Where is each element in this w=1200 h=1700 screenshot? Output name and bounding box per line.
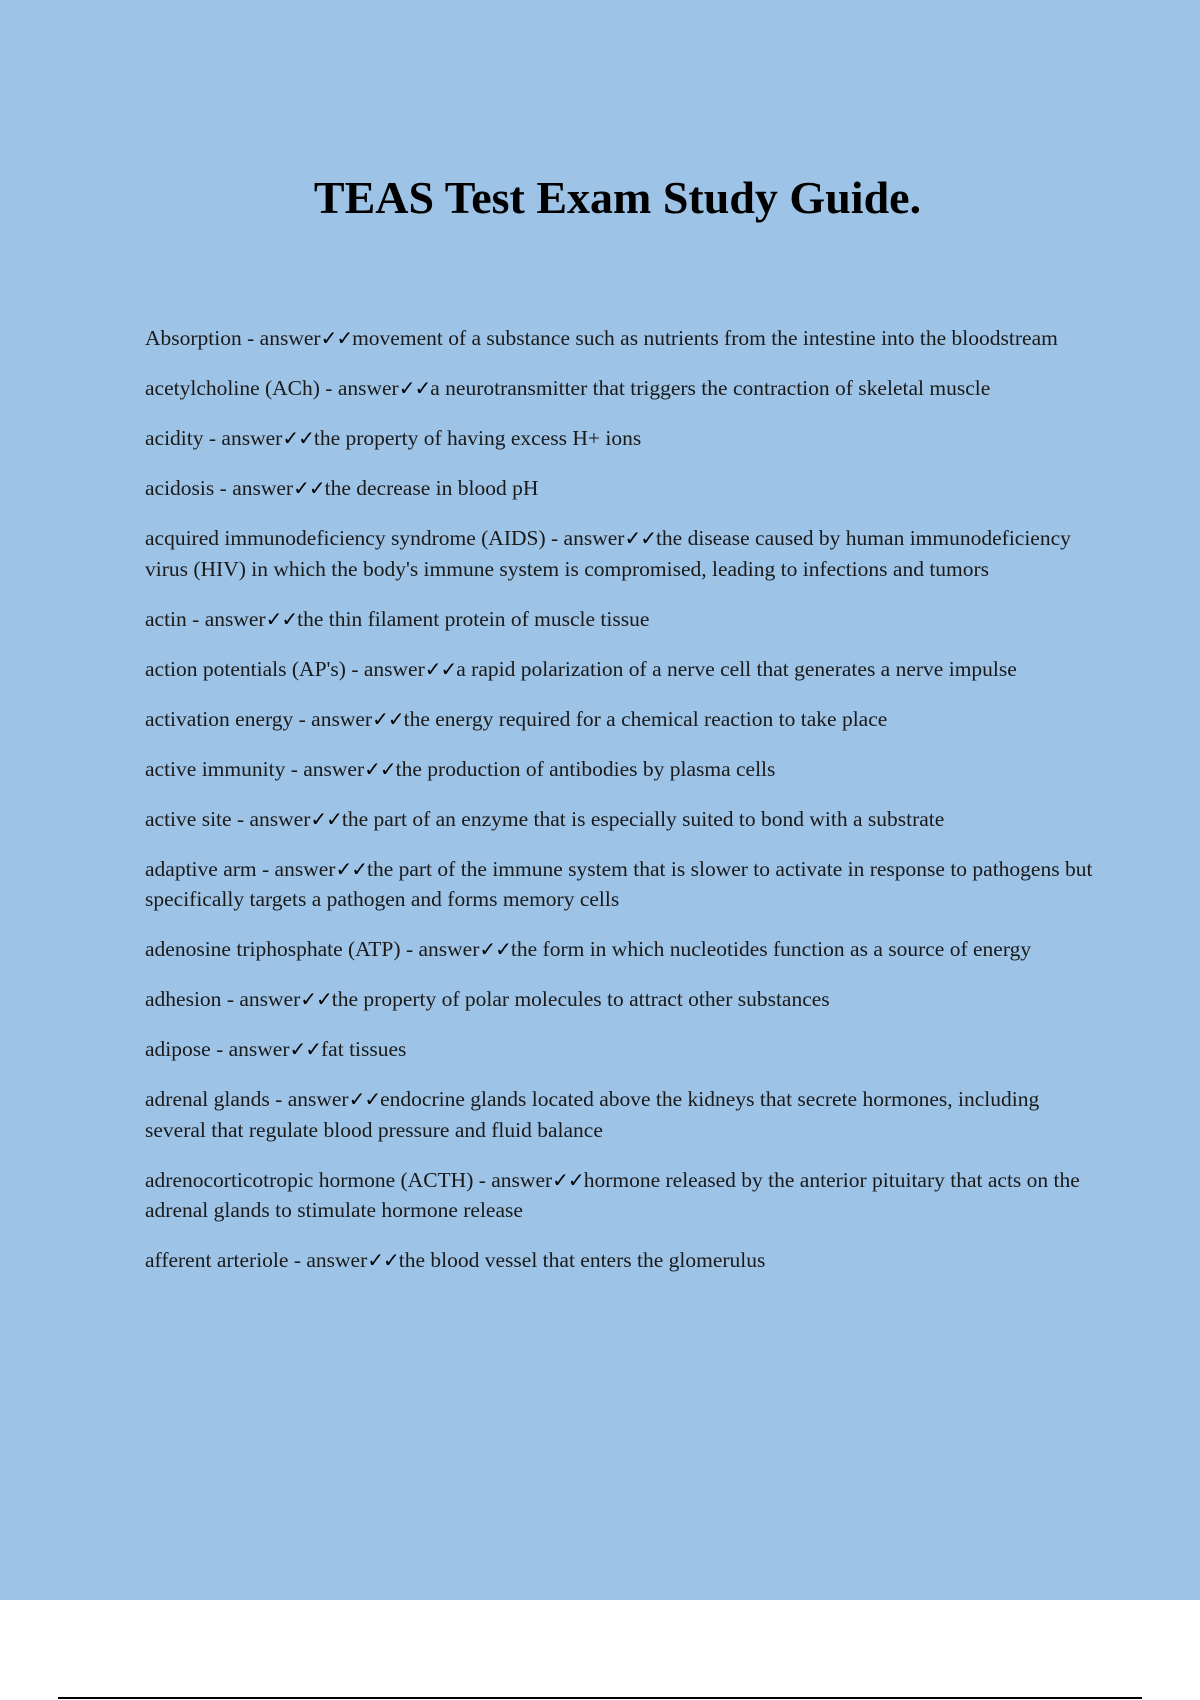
entry-term: adaptive arm — [145, 856, 257, 881]
entry-definition: the decrease in blood pH — [324, 476, 539, 500]
entry-separator: - answer — [231, 806, 311, 831]
check-mark-icon: ✓✓ — [320, 326, 353, 350]
entry-term: active immunity — [145, 756, 286, 781]
check-mark-icon: ✓✓ — [364, 756, 396, 781]
glossary-entry — [145, 654, 1095, 685]
entry-term: active site — [145, 806, 232, 831]
entry-definition: a rapid polarization of a nerve cell that generates a nerve impulse — [456, 656, 1017, 681]
entry-term: afferent arteriole — [145, 1248, 289, 1272]
check-mark-icon: ✓✓ — [282, 426, 314, 450]
entry-separator: - answer — [221, 987, 301, 1011]
entry-separator: - answer — [256, 856, 336, 881]
entry-term: action potentials (AP's) — [145, 656, 346, 681]
glossary-entry — [145, 704, 1095, 735]
entry-term: adenosine triphosphate (ATP) — [145, 937, 401, 961]
entry-definition: the blood vessel that enters the glomerulus — [398, 1248, 766, 1272]
check-mark-icon: ✓✓ — [372, 706, 404, 731]
glossary-entry — [145, 323, 1095, 354]
entry-definition: hormone released by the anterior pituitary that acts on the adrenal glands to stimulate hormone release — [145, 1167, 1080, 1222]
entry-separator: - answer — [473, 1167, 553, 1192]
entry-separator: - answer — [400, 937, 480, 961]
check-mark-icon: ✓✓ — [424, 656, 457, 681]
entry-separator: - answer — [241, 326, 321, 350]
entry-separator: - answer — [186, 606, 266, 631]
glossary-entry — [145, 984, 1095, 1015]
entry-separator: - answer — [214, 476, 294, 500]
entry-definition: the part of an enzyme that is especially suited to bond with a substrate — [341, 806, 945, 831]
check-mark-icon: ✓✓ — [335, 856, 367, 881]
entry-term: adrenocorticotropic hormone (ACTH) — [145, 1167, 474, 1192]
entry-separator: - answer — [293, 706, 373, 731]
glossary-entry — [145, 1084, 1095, 1145]
entry-separator: - answer — [210, 1037, 290, 1061]
entry-separator: - answer — [285, 756, 365, 781]
glossary-entry — [145, 1245, 1095, 1276]
entry-definition: movement of a substance such as nutrients from the intestine into the bloodstream — [352, 326, 1058, 350]
entry-definition: a neurotransmitter that triggers the contraction of skeletal muscle — [430, 376, 991, 400]
glossary-list — [145, 323, 1095, 1295]
glossary-entry — [145, 373, 1095, 404]
entry-definition: endocrine glands located above the kidneys that secrete hormones, including several that regulate blood pressure and fluid balance — [145, 1087, 1040, 1142]
entry-term: acetylcholine (ACh) — [145, 376, 320, 400]
check-mark-icon: ✓✓ — [479, 937, 511, 961]
glossary-entry — [145, 754, 1095, 785]
entry-definition: the property of polar molecules to attract other substances — [331, 987, 830, 1011]
entry-separator: - answer — [288, 1248, 368, 1272]
entry-separator: - answer — [545, 526, 625, 550]
check-mark-icon: ✓✓ — [624, 526, 656, 550]
entry-separator: - answer — [345, 656, 425, 681]
entry-term: adipose — [145, 1037, 211, 1061]
glossary-entry — [145, 1165, 1095, 1226]
check-mark-icon: ✓✓ — [265, 606, 298, 631]
entry-term: activation energy — [145, 706, 294, 731]
glossary-entry — [145, 604, 1095, 635]
entry-definition: fat tissues — [321, 1037, 407, 1061]
entry-definition: the thin filament protein of muscle tissue — [297, 606, 650, 631]
entry-term: acidosis — [145, 476, 215, 500]
check-mark-icon: ✓✓ — [367, 1248, 399, 1272]
entry-term: adrenal glands — [145, 1087, 270, 1111]
glossary-entry — [145, 1034, 1095, 1065]
glossary-entry — [145, 854, 1095, 915]
entry-definition: the form in which nucleotides function as a source of energy — [510, 937, 1032, 961]
check-mark-icon: ✓✓ — [552, 1167, 584, 1192]
glossary-entry — [145, 523, 1095, 584]
check-mark-icon: ✓✓ — [398, 376, 431, 400]
entry-separator: - answer — [319, 376, 399, 400]
document-title: TEAS Test Exam Study Guide. — [313, 172, 922, 223]
entry-term: actin — [145, 606, 187, 631]
check-mark-icon: ✓✓ — [348, 1087, 381, 1111]
glossary-entry — [145, 804, 1095, 835]
check-mark-icon: ✓✓ — [293, 476, 325, 500]
entry-term: Absorption — [145, 326, 242, 350]
check-mark-icon: ✓✓ — [300, 987, 332, 1011]
entry-definition: the property of having excess H+ ions — [313, 426, 642, 450]
footer-divider — [58, 1697, 1142, 1699]
glossary-entry — [145, 473, 1095, 504]
entry-definition: the production of antibodies by plasma cells — [395, 756, 776, 781]
entry-term: acidity — [145, 426, 204, 450]
check-mark-icon: ✓✓ — [289, 1037, 322, 1061]
entry-separator: - answer — [269, 1087, 349, 1111]
entry-definition: the part of the immune system that is slower to activate in response to pathogens but specifically targets a pathogen and forms memory cells — [145, 856, 1093, 911]
glossary-entry — [145, 934, 1095, 965]
check-mark-icon: ✓✓ — [310, 806, 342, 831]
entry-term: acquired immunodeficiency syndrome (AIDS) — [145, 526, 546, 550]
entry-definition: the energy required for a chemical reaction to take place — [403, 706, 888, 731]
entry-separator: - answer — [203, 426, 283, 450]
glossary-entry — [145, 423, 1095, 454]
entry-term: adhesion — [145, 987, 222, 1011]
entry-definition: the disease caused by human immunodeficiency virus (HIV) in which the body's immune system is compromised, leading to infections and tumors — [145, 526, 1071, 581]
